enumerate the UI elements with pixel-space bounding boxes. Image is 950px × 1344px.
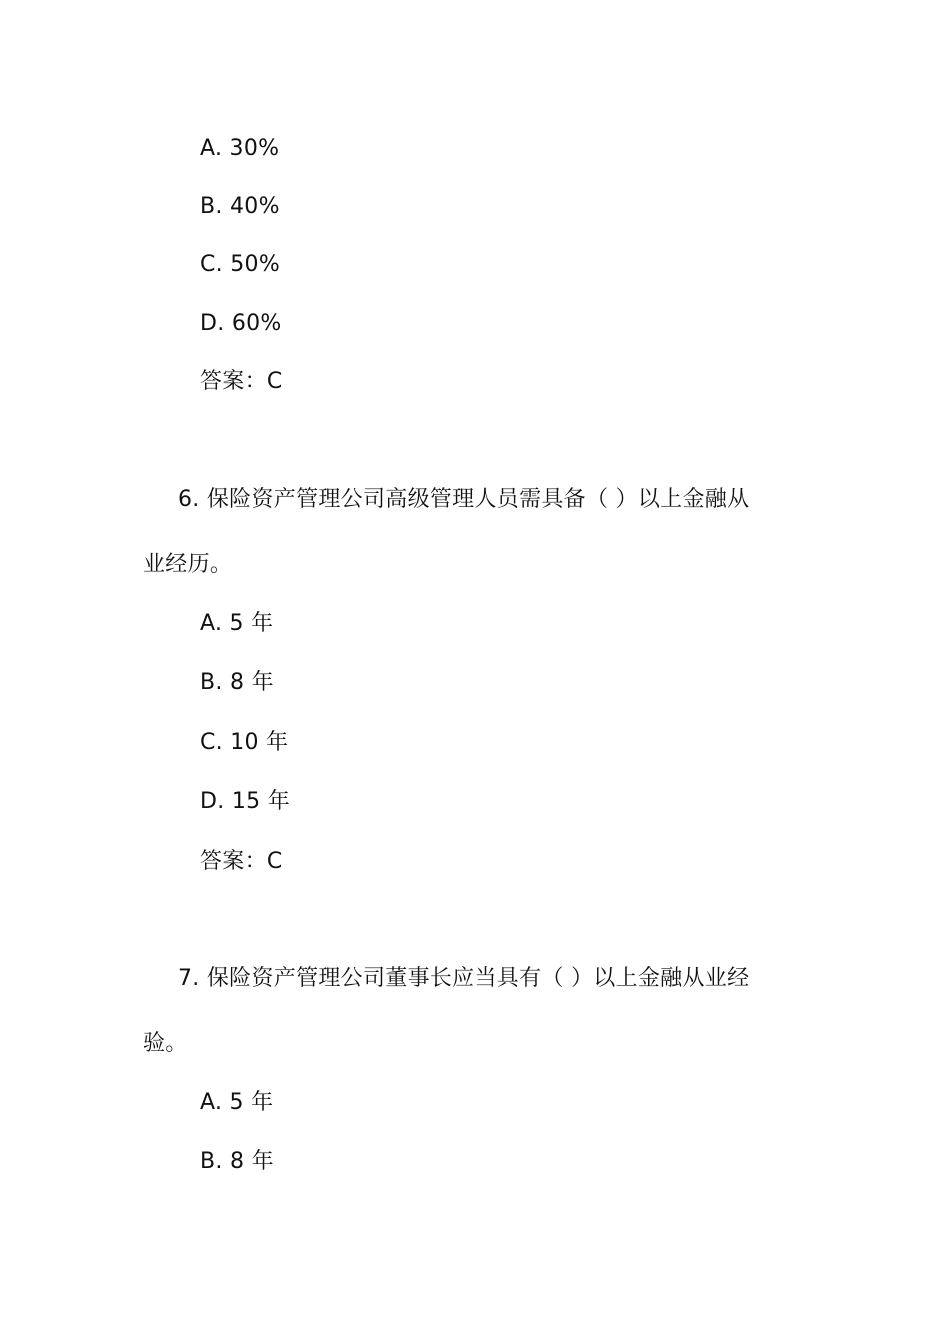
- answer: 答案：C: [200, 369, 283, 394]
- option-b: B. 8 年: [200, 1149, 274, 1174]
- option-b: B. 40%: [200, 194, 280, 219]
- option-d: D. 15 年: [200, 789, 291, 814]
- option-b: B. 8 年: [200, 670, 274, 695]
- option-a: A. 5 年: [200, 1090, 274, 1115]
- answer: 答案：C: [200, 849, 283, 874]
- option-a: A. 30%: [200, 136, 280, 161]
- option-c: C. 10 年: [200, 730, 289, 755]
- option-a: A. 5 年: [200, 611, 274, 636]
- option-c: C. 50%: [200, 252, 281, 277]
- question-7-text: 7. 保险资产管理公司董事长应当具有（ ）以上金融从业经: [178, 966, 750, 991]
- question-6-text-continued: 业经历。: [143, 552, 233, 577]
- question-6-text: 6. 保险资产管理公司高级管理人员需具备（ ）以上金融从: [178, 487, 750, 512]
- option-d: D. 60%: [200, 311, 282, 336]
- question-7-text-continued: 验。: [143, 1031, 188, 1056]
